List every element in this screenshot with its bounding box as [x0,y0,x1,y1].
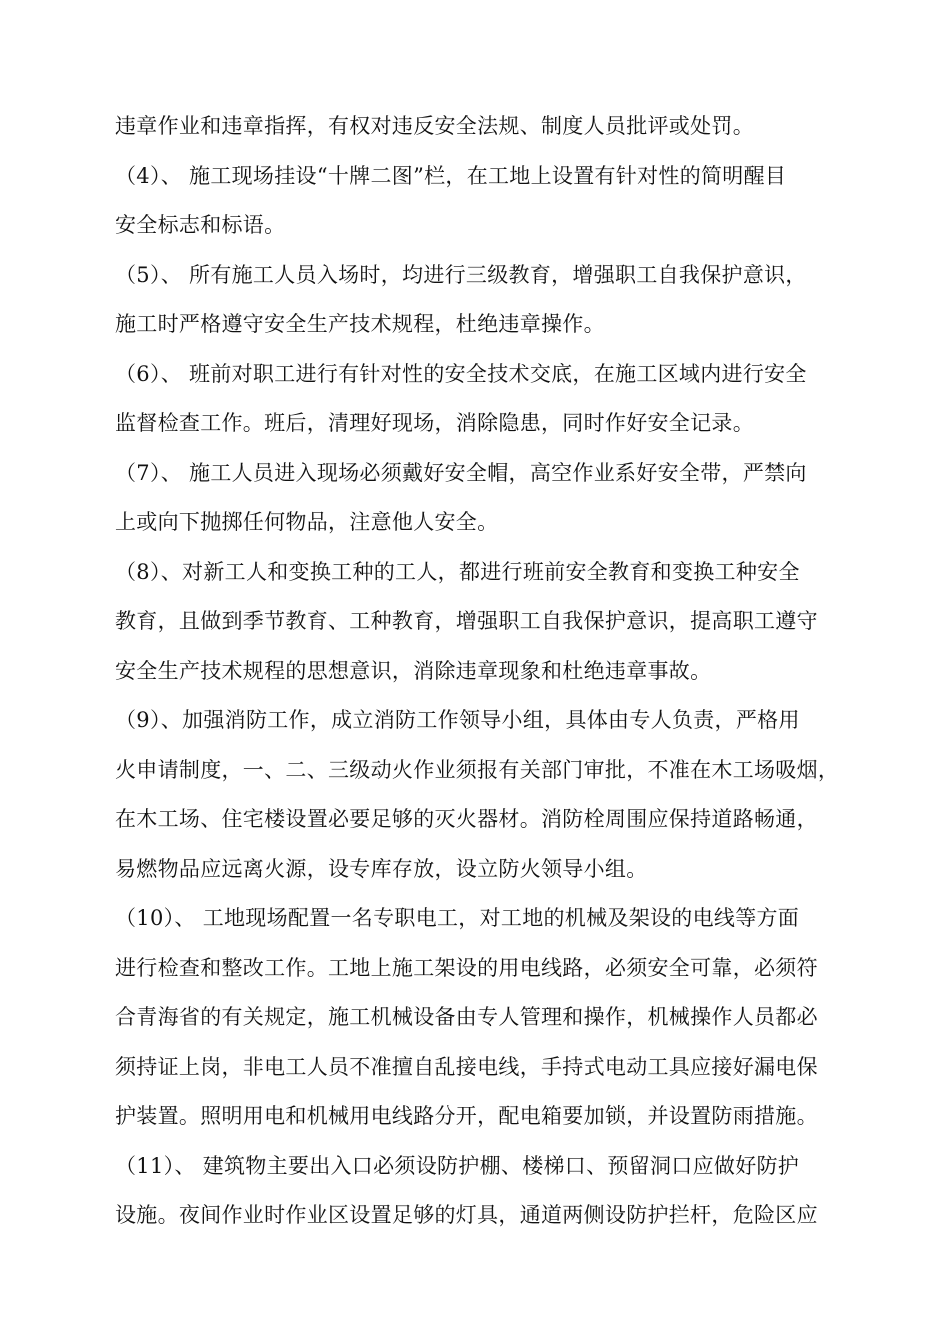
text-line: 安全生产技术规程的思想意识，消除违章现象和杜绝违章事故。 [115,658,712,683]
text-line: （8）、对新工人和变换工种的工人，都进行班前安全教育和变换工种安全 [115,559,800,584]
text-line: 须持证上岗，非电工人员不准擅自乱接电线，手持式电动工具应接好漏电保 [115,1054,818,1079]
text-line: （6）、 班前对职工进行有针对性的安全技术交底，在施工区域内进行安全 [115,361,807,386]
text-line: 教育，且做到季节教育、工种教育，增强职工自我保护意识，提高职工遵守 [115,609,818,633]
text-line: 违章作业和违章指挥，有权对违反安全法规、制度人员批评或处罚。 [115,114,754,138]
text-line: （7）、 施工人员进入现场必须戴好安全帽，高空作业系好安全带，严禁向 [115,460,807,485]
text-line: （10）、 工地现场配置一名专职电工，对工地的机械及架设的电线等方面 [115,906,800,930]
text-line: （4）、 施工现场挂设“十牌二图”栏，在工地上设置有针对性的简明醒目 [115,163,787,188]
text-line: 施工时严格遵守安全生产技术规程，杜绝违章操作。 [115,312,605,336]
text-line: 设施。夜间作业时作业区设置足够的灯具，通道两侧设防护拦杆，危险区应 [115,1203,818,1227]
text-line: 合青海省的有关规定，施工机械设备由专人管理和操作，机械操作人员都必 [115,1005,818,1029]
text-line: 安全标志和标语。 [115,213,286,237]
text-line: 易燃物品应远离火源，设专库存放，设立防火领导小组。 [115,856,648,881]
text-line: 火申请制度，一、二、三级动火作业须报有关部门审批，不准在木工场吸烟， [115,757,840,782]
text-line: （5）、 所有施工人员入场时，均进行三级教育，增强职工自我保护意识， [115,262,807,287]
text-line: 进行检查和整改工作。工地上施工架设的用电线路，必须安全可靠，必须符 [115,955,818,980]
text-line: （9）、加强消防工作，成立消防工作领导小组，具体由专人负责，严格用 [115,708,800,732]
text-line: 护装置。照明用电和机械用电线路分开，配电箱要加锁，并设置防雨措施。 [115,1104,818,1128]
text-line: （11）、 建筑物主要出入口必须设防护棚、楼梯口、预留洞口应做好防护 [115,1153,800,1178]
body-text [115,102,865,1241]
text-line: 监督检查工作。班后，清理好现场，消除隐患，同时作好安全记录。 [115,411,754,435]
text-line: 上或向下抛掷任何物品，注意他人安全。 [115,510,499,534]
text-line: 在木工场、住宅楼设置必要足够的灭火器材。消防栓周围应保持道路畅通， [115,807,818,831]
